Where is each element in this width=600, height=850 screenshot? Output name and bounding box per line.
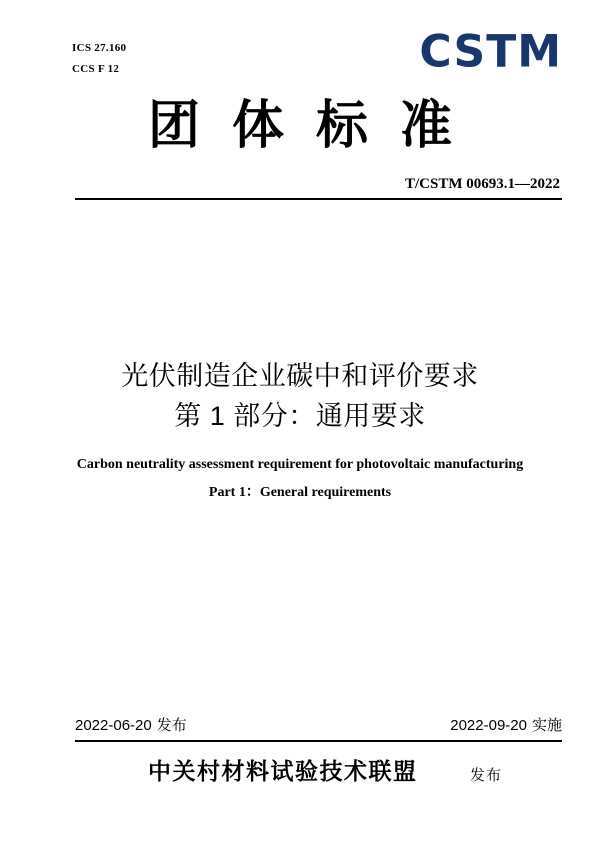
issue-date: 2022-06-20	[75, 717, 152, 734]
footer-divider	[75, 740, 562, 742]
implement-date-group	[450, 716, 562, 736]
implement-label: 实施	[531, 717, 562, 734]
main-title-chinese	[0, 356, 600, 436]
ccs-code: CCS F 12	[72, 63, 120, 75]
main-title-line2: 第 1 部分：通用要求	[174, 401, 426, 431]
header-divider	[75, 198, 562, 200]
cstm-logo: CSTM	[419, 25, 562, 78]
standard-number: T/CSTM 00693.1—2022	[404, 176, 560, 192]
publisher-name: 中关村材料试验技术联盟	[148, 758, 418, 784]
main-title-line1: 光伏制造企业碳中和评价要求	[121, 361, 479, 391]
document-type-title: 团体标准	[147, 98, 484, 155]
publish-action-label: 发布	[470, 767, 503, 784]
classification-codes	[72, 38, 126, 80]
english-title-line1: Carbon neutrality assessment requirement for photovoltaic manufacturing	[76, 457, 524, 472]
ics-code: ICS 27.160	[72, 42, 127, 54]
issue-label: 发布	[156, 717, 187, 734]
english-title-line2: Part 1：General requirements	[208, 485, 392, 500]
main-title-english	[0, 451, 600, 507]
footer-dates	[75, 716, 562, 736]
issue-date-group	[75, 716, 187, 736]
implement-date: 2022-09-20	[450, 717, 527, 734]
